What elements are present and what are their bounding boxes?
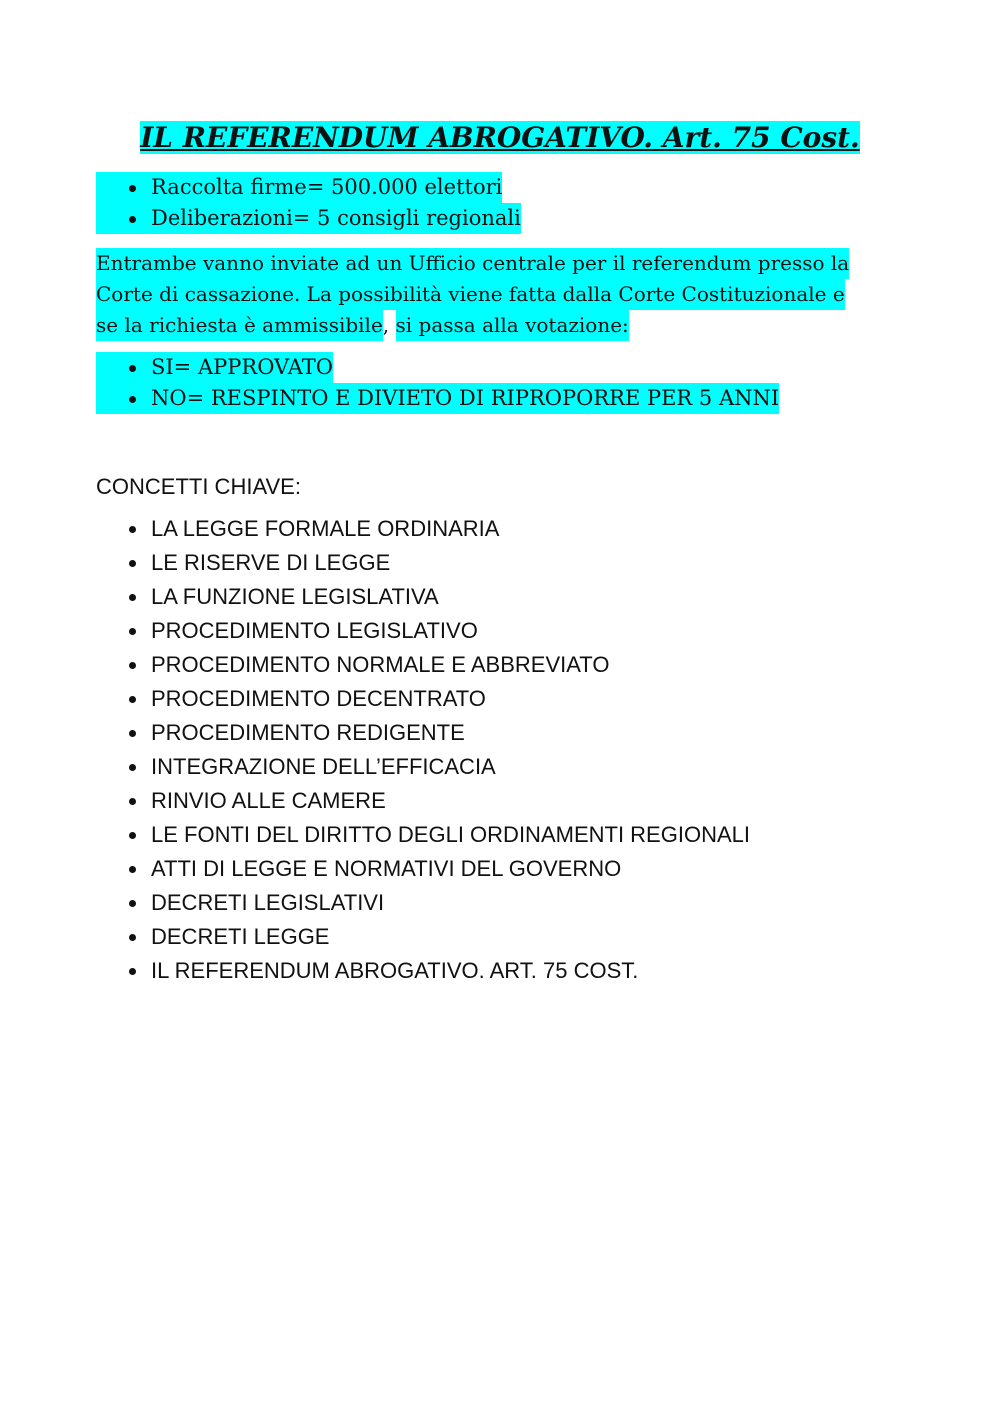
- paragraph-line: [96, 248, 906, 279]
- concept-text: PROCEDIMENTO DECENTRATO: [151, 686, 486, 711]
- concept-text: DECRETI LEGISLATIVI: [151, 890, 385, 915]
- list-item: [96, 718, 750, 752]
- concept-text: PROCEDIMENTO REDIGENTE: [151, 720, 465, 745]
- bullet-icon: [121, 854, 151, 884]
- bullet-icon: [121, 684, 151, 714]
- bullet-icon: [121, 616, 151, 646]
- paragraph-text: Corte di cassazione. La possibilità viene fatta dalla Corte Costituzionale e: [96, 279, 845, 310]
- concept-text: PROCEDIMENTO LEGISLATIVO: [151, 618, 478, 643]
- requirement-highlight: [96, 203, 521, 234]
- bullet-icon: [121, 922, 151, 952]
- paragraph-text: si passa alla votazione:: [396, 310, 629, 341]
- bullet-icon: [121, 352, 151, 383]
- list-item: [96, 820, 750, 854]
- list-item: [96, 352, 779, 383]
- list-item: [96, 956, 750, 990]
- page-title: [0, 116, 1000, 160]
- paragraph-text: se la richiesta è ammissibile: [96, 310, 383, 341]
- concept-text: INTEGRAZIONE DELL’EFFICACIA: [151, 754, 496, 779]
- body-paragraph: [96, 248, 906, 341]
- concept-text: RINVIO ALLE CAMERE: [151, 788, 386, 813]
- key-concepts-heading: CONCETTI CHIAVE:: [96, 474, 301, 499]
- list-item: [96, 922, 750, 956]
- list-item: [96, 752, 750, 786]
- list-item: [96, 582, 750, 616]
- concept-text: IL REFERENDUM ABROGATIVO. ART. 75 COST.: [151, 958, 639, 983]
- requirement-text: Raccolta firme= 500.000 elettori: [151, 175, 503, 199]
- concept-text: ATTI DI LEGGE E NORMATIVI DEL GOVERNO: [151, 856, 622, 881]
- list-item: [96, 383, 779, 414]
- list-item: [96, 854, 750, 888]
- bullet-icon: [121, 172, 151, 203]
- requirement-highlight: [96, 172, 502, 203]
- outcome-highlight: [96, 352, 333, 383]
- bullet-icon: [121, 820, 151, 850]
- paragraph-line: [96, 310, 906, 341]
- list-item: [96, 888, 750, 922]
- paragraph-text: Entrambe vanno inviate ad un Ufficio centrale per il referendum presso la: [96, 248, 849, 279]
- outcome-highlight: [96, 383, 779, 414]
- bullet-icon: [121, 786, 151, 816]
- bullet-icon: [121, 956, 151, 986]
- list-item: [96, 684, 750, 718]
- bullet-icon: [121, 383, 151, 414]
- paragraph-text: ,: [382, 313, 396, 337]
- concept-text: PROCEDIMENTO NORMALE E ABBREVIATO: [151, 652, 610, 677]
- list-item: [96, 548, 750, 582]
- concept-text: LA FUNZIONE LEGISLATIVA: [151, 584, 439, 609]
- list-item: [96, 616, 750, 650]
- title-text: IL REFERENDUM ABROGATIVO. Art. 75 Cost.: [140, 121, 860, 154]
- outcomes-list: [96, 352, 779, 414]
- list-item: [96, 786, 750, 820]
- bullet-icon: [121, 752, 151, 782]
- bullet-icon: [121, 650, 151, 680]
- list-item: [96, 650, 750, 684]
- requirements-list: [96, 172, 521, 234]
- concept-text: LE FONTI DEL DIRITTO DEGLI ORDINAMENTI REGIONALI: [151, 822, 750, 847]
- bullet-icon: [121, 888, 151, 918]
- bullet-icon: [121, 203, 151, 234]
- bullet-icon: [121, 514, 151, 544]
- concept-text: LE RISERVE DI LEGGE: [151, 550, 391, 575]
- bullet-icon: [121, 548, 151, 578]
- key-concepts-list: [96, 514, 750, 990]
- list-item: [96, 514, 750, 548]
- list-item: [96, 203, 521, 234]
- paragraph-line: [96, 279, 906, 310]
- concept-text: LA LEGGE FORMALE ORDINARIA: [151, 516, 500, 541]
- outcome-text: SI= APPROVATO: [151, 355, 334, 379]
- concept-text: DECRETI LEGGE: [151, 924, 330, 949]
- bullet-icon: [121, 582, 151, 612]
- outcome-text: NO= RESPINTO E DIVIETO DI RIPROPORRE PER 5 ANNI: [151, 386, 780, 410]
- bullet-icon: [121, 718, 151, 748]
- requirement-text: Deliberazioni= 5 consigli regionali: [151, 206, 521, 230]
- list-item: [96, 172, 521, 203]
